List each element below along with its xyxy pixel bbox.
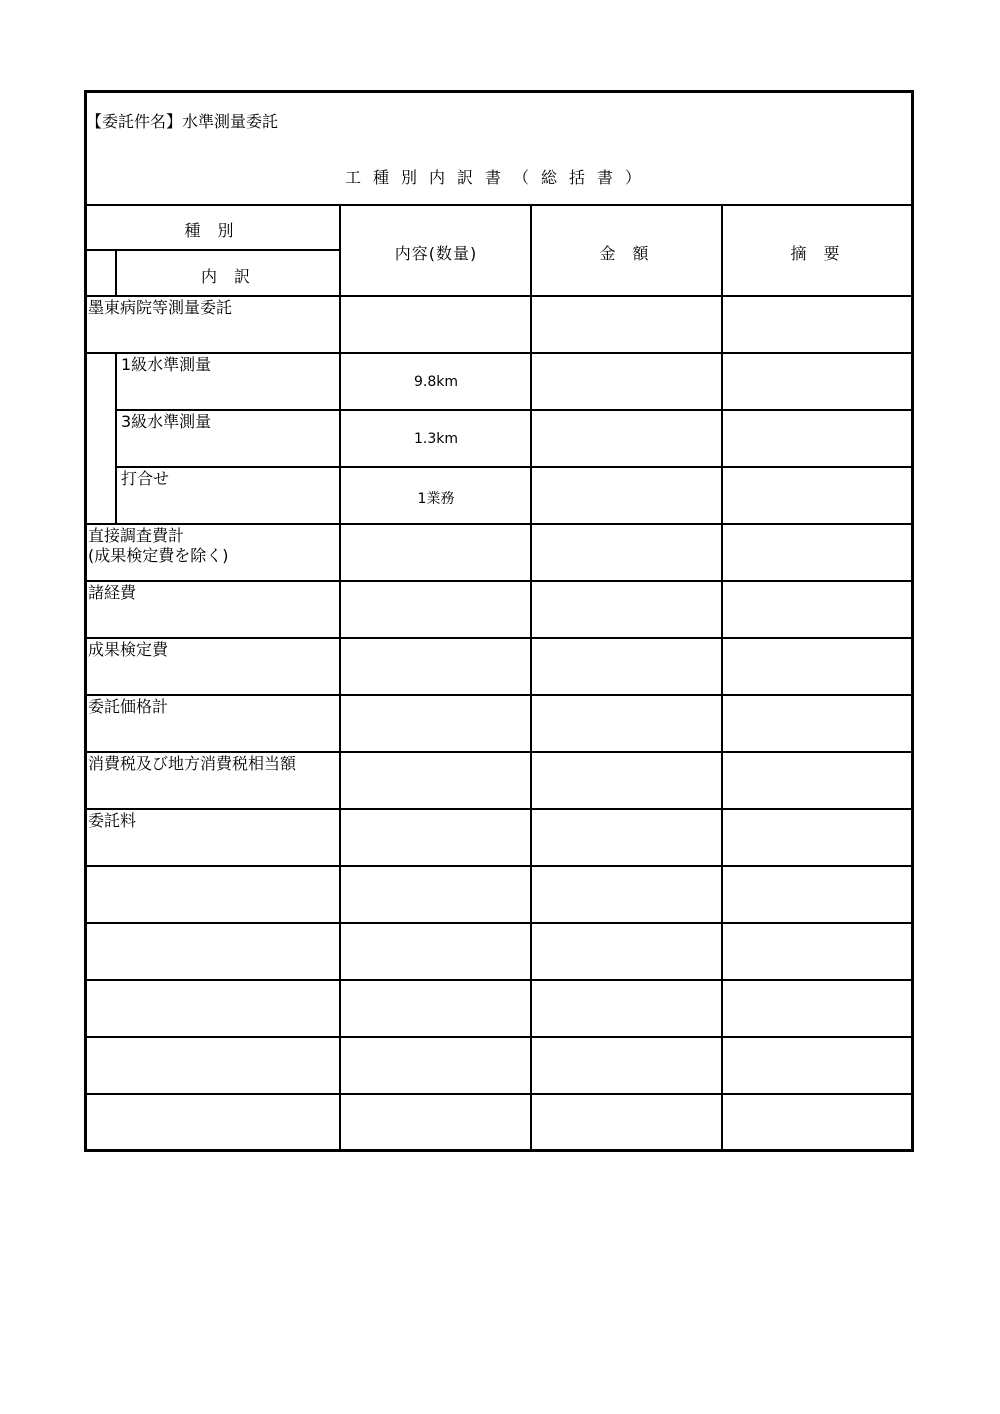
- row-label-inspection: 成果検定費: [88, 640, 169, 659]
- header-content: 内容(数量): [394, 244, 478, 263]
- row-line: [84, 523, 914, 525]
- row-qty-level3: 1.3km: [413, 431, 458, 447]
- header-split-line: [84, 249, 340, 251]
- row-label-contract-total: 委託価格計: [88, 697, 169, 716]
- row-line: [84, 295, 914, 297]
- row-qty-level1: 9.8km: [413, 374, 458, 390]
- row-line: [116, 466, 914, 468]
- row-label-level1: 1級水準測量: [121, 355, 212, 374]
- row-label-direct-total-note: (成果検定費を除く): [88, 546, 229, 565]
- row-line: [84, 1036, 914, 1038]
- row-line: [84, 808, 914, 810]
- row-line: [84, 637, 914, 639]
- column-line-3: [721, 205, 723, 1151]
- column-line-1: [339, 205, 341, 1151]
- row-line: [84, 352, 914, 354]
- case-title: 【委託件名】水準測量委託: [86, 112, 279, 131]
- header-top-border: [84, 204, 914, 206]
- row-line: [116, 409, 914, 411]
- row-line: [84, 922, 914, 924]
- document-title: 工種別内訳書（総括書）: [344, 168, 653, 187]
- row-line: [84, 1093, 914, 1095]
- row-label-meeting: 打合せ: [121, 469, 170, 488]
- header-amount: 金 額: [599, 244, 655, 263]
- row-label-direct-total: 直接調査費計: [88, 526, 185, 545]
- column-line-2: [530, 205, 532, 1151]
- row-line: [84, 979, 914, 981]
- header-remarks: 摘 要: [790, 244, 846, 263]
- row-label-fee: 委託料: [88, 811, 137, 830]
- header-detail: 内 訳: [200, 267, 257, 286]
- row-label-tax: 消費税及び地方消費税相当額: [88, 754, 297, 773]
- row-line: [84, 751, 914, 753]
- row-qty-meeting: 1業務: [417, 491, 455, 507]
- row-label-overhead: 諸経費: [88, 583, 137, 602]
- row-line: [84, 865, 914, 867]
- row-line: [84, 694, 914, 696]
- detail-indent-line: [115, 353, 117, 524]
- row-label-main: 墨東病院等測量委託: [88, 298, 233, 317]
- row-label-level3: 3級水準測量: [121, 412, 212, 431]
- header-kind: 種 別: [184, 221, 240, 240]
- row-line: [84, 580, 914, 582]
